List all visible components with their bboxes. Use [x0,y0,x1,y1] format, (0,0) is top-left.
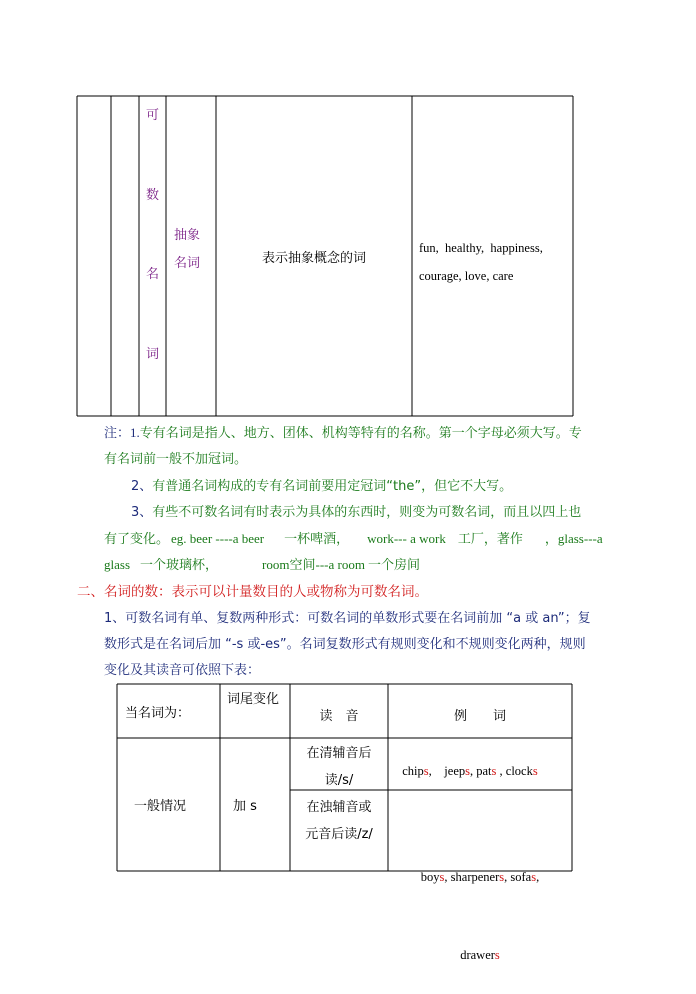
paragraph-line-2: 数形式是在名词后加 “-s 或-es”。名词复数形式有规则变化和不规则变化两种，规则 [104,637,586,652]
examples-voiceless [396,746,538,779]
examples-voiced-line2 [388,942,572,968]
note-text: 工厂，著作 [457,532,523,547]
examples-line2: courage, love, care [419,269,514,283]
plural-suffix: s [491,764,497,778]
abstract-noun-definition: 表示抽象概念的词 [261,250,366,266]
separator: , [536,870,540,884]
header-suffix-change: 词尾变化 [227,692,280,707]
reading-line: 在浊辅音或 [306,800,372,815]
note-number: 3、 [131,505,153,520]
example-text: eg. beer ----a beer [171,531,265,546]
separator: , [496,764,506,778]
example-word: sharpener [450,870,500,884]
countable-noun-vertical-label [139,96,166,416]
header-pronunciation: 读 音 [319,708,359,724]
example-text: ---a room [315,557,365,572]
example-word: pat [476,764,492,778]
plural-suffix: s [531,870,537,884]
row-label-general: 一般情况 [133,799,186,814]
vertical-char: 名 [146,267,160,282]
reading-line: 在清辅音后 [306,746,372,761]
example-text: ，glass---a [544,531,603,546]
separator: , [428,764,445,778]
note-text: 有些不可数名词有时表示为具体的东西时，则变为可数名词，而且以四上也 [152,505,582,520]
vertical-char: 可 [146,108,160,123]
note-line-5 [104,526,603,553]
note-line-2: 有名词前一般不加冠词。 [104,452,248,467]
section-heading: 二、名词的数：表示可以计量数目的人或物称为可数名词。 [77,584,428,600]
example-word: chip [402,764,424,778]
header-noun-type: 当名词为： [125,705,191,721]
example-word: drawer [460,948,495,962]
reading-voiceless [290,740,388,794]
paragraph-line-1: 1、可数名词有单、复数两种形式：可数名词的单数形式要在名词前加 “a 或 an”；复 [104,611,591,626]
plural-suffix: s [465,764,470,778]
note-text: 一杯啤酒， [284,532,350,547]
separator: , [504,870,511,884]
examples-line1: fun, healthy, happiness, [419,241,543,255]
vertical-char: 词 [146,347,160,362]
note-text: 一个玻璃杯， [140,558,219,573]
vertical-char: 数 [146,188,160,203]
note-line-3 [131,474,512,500]
note-line-6 [104,552,420,579]
reading-line: 读/s/ [324,773,354,788]
abstract-noun-line1: 抽象 [174,228,201,243]
note-text: 有了变化。 [104,532,170,547]
examples-voiced-line1 [388,864,572,890]
note-line-4 [131,500,581,526]
example-text: room [262,557,290,572]
note-text: 空间 [289,558,316,573]
separator: , [444,870,451,884]
reading-voiced [290,794,388,848]
note-prefix: 注： [104,426,131,441]
plural-suffix: s [499,870,505,884]
abstract-noun-label [174,222,200,278]
note-text: 专有名词是指人、地方、团体、机构等特有的名称。第一个字母必须大写。专 [139,426,582,441]
suffix-add-s: 加 s [233,799,257,814]
plural-suffix: s [423,764,429,778]
note-text: 有普通名词构成的专有名词前要用定冠词“the”，但它不大写。 [152,479,513,494]
note-line-1 [104,420,582,447]
example-text: glass [104,557,130,572]
example-text: work--- a work [367,531,446,546]
example-word: clock [505,764,533,778]
note-number: 1. [130,425,140,440]
note-number: 2、 [131,479,153,494]
note-text: 一个房间 [367,558,420,573]
plural-suffix: s [494,948,500,962]
separator: , [470,764,477,778]
reading-line: 元音后读/z/ [305,827,373,842]
paragraph-line-3: 变化及其读音可依照下表： [104,663,261,678]
example-word: boy [420,870,440,884]
plural-suffix: s [439,870,445,884]
example-word: jeep [444,764,466,778]
header-examples: 例 词 [453,708,506,724]
examples-voiced [388,812,572,994]
abstract-noun-examples [419,234,567,290]
plural-suffix: s [532,764,538,778]
example-word: sofa [510,870,532,884]
abstract-noun-line2: 名词 [174,256,201,271]
